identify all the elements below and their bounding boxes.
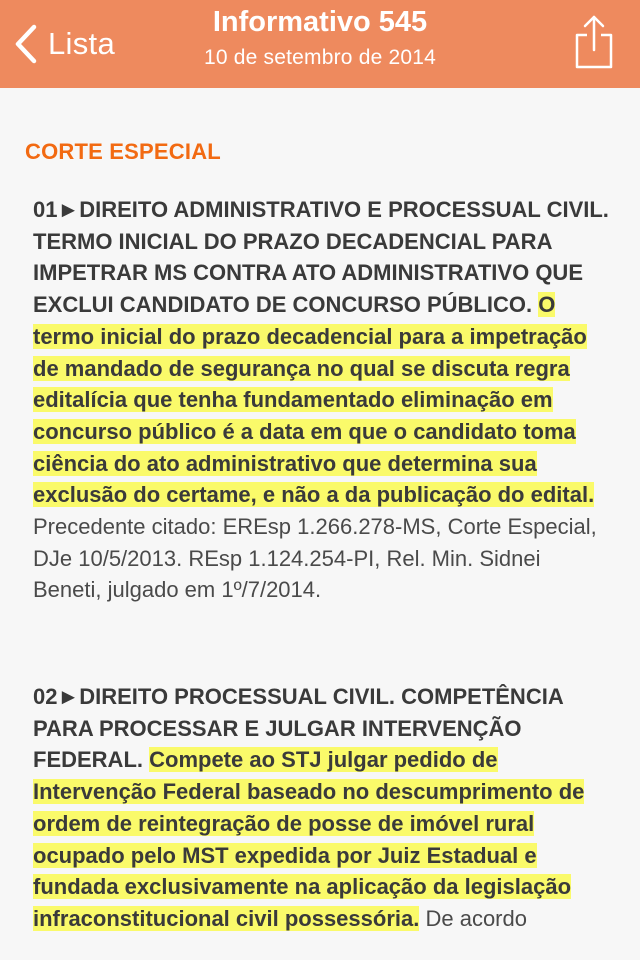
- item-precedent-text: Precedente citado: EREsp 1.266.278-MS, Corte Especial, DJe 10/5/2013. REsp 1.124.254-PI, Rel. Min. Sidnei Beneti, julgado em 1º/7/2014.: [33, 514, 597, 603]
- page-subtitle: 10 de setembro de 2014: [203, 46, 437, 69]
- informativo-item[interactable]: [33, 681, 613, 935]
- nav-title-group: [120, 4, 520, 72]
- navigation-bar: [0, 0, 640, 88]
- page-title: Informativo 545: [212, 6, 428, 38]
- share-icon: [574, 57, 614, 74]
- item-body-text: De acordo: [425, 905, 527, 931]
- back-button-label: Lista: [48, 26, 115, 61]
- chevron-left-icon: [14, 24, 38, 64]
- item-summary-highlight: Compete ao STJ julgar pedido de Intervenção Federal baseado no descumprimento de ordem de reintegração de posse de imóvel rural ocupado pelo MST expedida por Juiz Estadual e fundada exclusivamente na aplicação da legislação infraconstitucional civil possessória.: [33, 747, 585, 931]
- back-button[interactable]: [14, 22, 115, 66]
- item-heading: 02►DIREITO PROCESSUAL CIVIL. COMPETÊNCIA PARA PROCESSAR E JULGAR INTERVENÇÃO FEDERAL.: [33, 684, 563, 773]
- item-summary-highlight: O termo inicial do prazo decadencial para a impetração de mandado de segurança no qual se discuta regra editalícia que tenha fundamentado eliminação em concurso público é a data em que o candidato toma ciência do ato administrativo que determina sua exclusão do certame, e não a da publicação do edital.: [33, 292, 595, 508]
- section-title: CORTE ESPECIAL: [25, 139, 221, 164]
- share-button[interactable]: [574, 14, 614, 75]
- informativo-item[interactable]: [33, 194, 613, 606]
- item-heading: 01►DIREITO ADMINISTRATIVO E PROCESSUAL CIVIL. TERMO INICIAL DO PRAZO DECADENCIAL PARA IMPETRAR MS CONTRA ATO ADMINISTRATIVO QUE EXCLUI CANDIDATO DE CONCURSO PÚBLICO.: [33, 197, 609, 318]
